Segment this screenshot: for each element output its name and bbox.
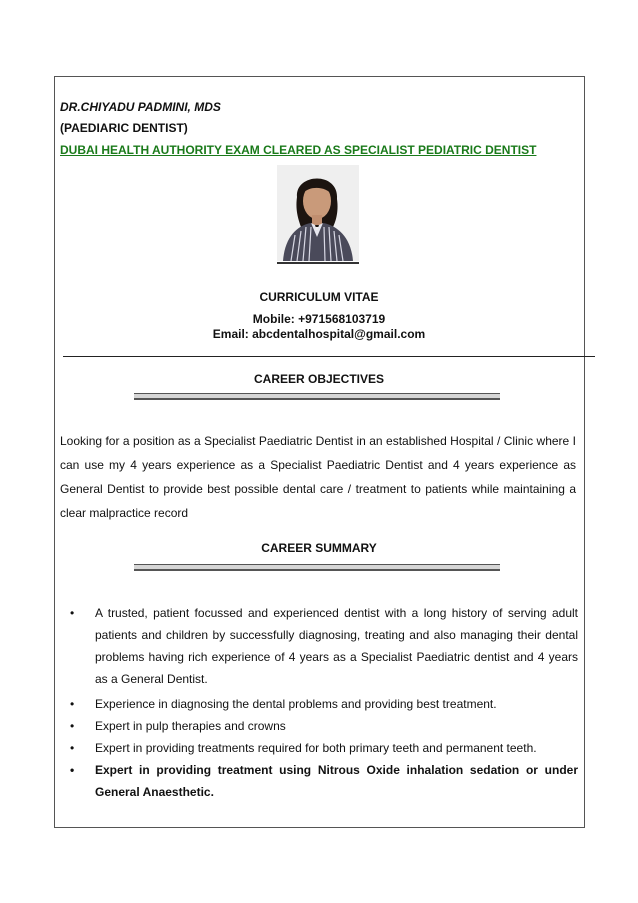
dha-note: DUBAI HEALTH AUTHORITY EXAM CLEARED AS SPECIALIST PEDIATRIC DENTIST <box>60 143 537 157</box>
career-objectives-text: Looking for a position as a Specialist Paediatric Dentist in an established Hospital / Clinic where I can use my 4 years experience as a Specialist Paediatric Dentist and 4 years experience as General Dentist to provide best possible dental care / treatment to patients while maintaining a clear malpractice record <box>60 434 576 520</box>
contact-email: Email: abcdentalhospital@gmail.com <box>212 327 426 341</box>
bullet-icon: • <box>70 763 75 777</box>
summary-item-text: Expert in providing treatment using Nitrous Oxide inhalation sedation or under General Anaesthetic. <box>95 763 578 799</box>
profile-photo <box>277 165 359 261</box>
bullet-icon: • <box>70 719 75 733</box>
bullet-icon: • <box>70 606 75 620</box>
list-item <box>62 759 578 803</box>
summary-item-text: Expert in providing treatments required for both primary teeth and permanent teeth. <box>95 741 537 755</box>
career-objectives-heading: CAREER OBJECTIVES <box>253 372 385 386</box>
summary-rule <box>134 564 500 571</box>
objectives-rule <box>134 393 500 400</box>
career-summary-heading: CAREER SUMMARY <box>261 541 377 555</box>
contact-mobile: Mobile: +971568103719 <box>252 312 386 326</box>
candidate-specialty: (PAEDIARIC DENTIST) <box>60 121 188 135</box>
photo-underline <box>277 262 359 264</box>
list-item <box>62 715 578 737</box>
bullet-icon: • <box>70 697 75 711</box>
list-item <box>62 693 578 715</box>
career-summary-list <box>62 602 578 803</box>
cv-title: CURRICULUM VITAE <box>259 290 379 304</box>
list-item <box>62 737 578 759</box>
bullet-icon: • <box>70 741 75 755</box>
candidate-name: DR.CHIYADU PADMINI, MDS <box>60 100 221 114</box>
summary-item-text: Experience in diagnosing the dental problems and providing best treatment. <box>95 697 497 711</box>
section-divider <box>63 356 595 357</box>
list-item <box>62 602 578 690</box>
summary-item-text: Expert in pulp therapies and crowns <box>95 719 286 733</box>
summary-item-text: A trusted, patient focussed and experienced dentist with a long history of serving adult patients and children by successfully diagnosing, treating and also managing their dental problems having rich experience of 4 years as a Specialist Paediatric dentist and 4 years as a General Dentist. <box>95 606 578 686</box>
